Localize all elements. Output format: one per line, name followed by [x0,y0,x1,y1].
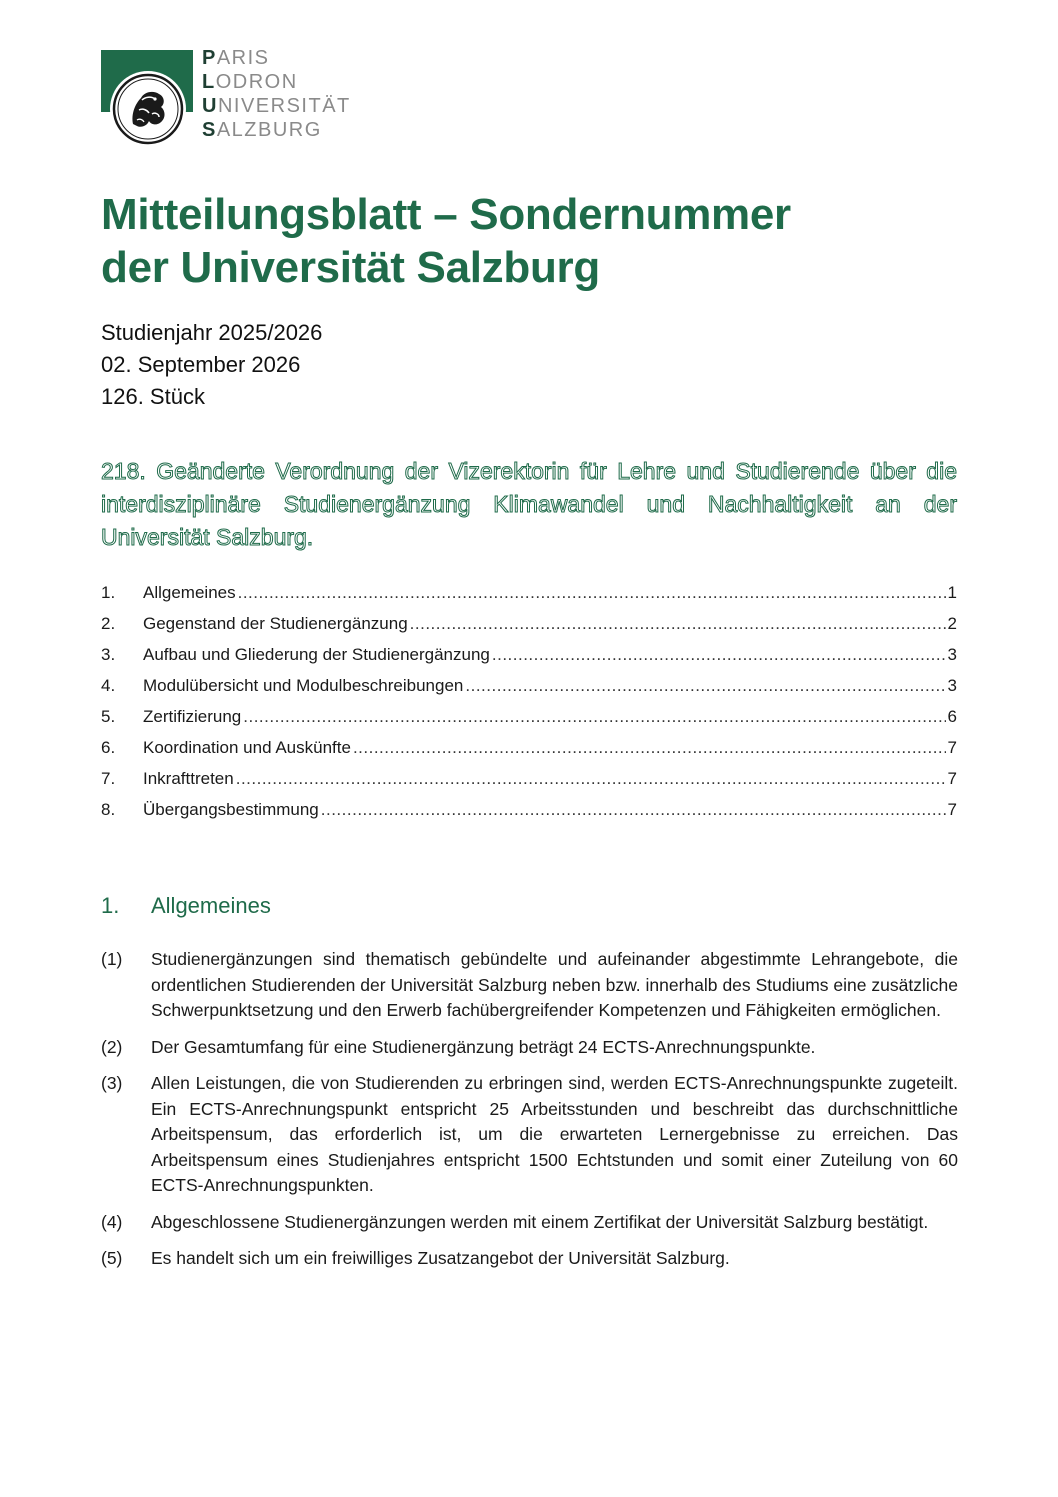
toc-label: Aufbau und Gliederung der Studienergänzung [143,645,490,664]
toc-leader [492,645,946,665]
paragraph [101,1210,958,1236]
logo-line-paris: PARIS [202,47,270,69]
toc-page: 6 [947,707,957,726]
toc-entry[interactable]: 3. Aufbau und Gliederung der Studienergänzung ..... 3 [101,645,957,676]
toc-leader [238,583,946,603]
toc-page: 3 [947,645,957,664]
section-body [101,947,958,1283]
paragraph [101,947,958,1024]
section-title: Allgemeines [151,893,271,918]
toc-label: Zertifizierung [143,707,242,726]
university-logo [101,47,361,150]
section-heading [101,893,271,919]
toc-page: 2 [947,614,957,633]
paragraph-text: Studienergänzungen sind thematisch gebündelte und aufeinander abgestimmte Lehrangebote, die ordentlichen Studierenden der Universität Salzburg neben bzw. innerhalb des Studiums eine zusätzliche Schwerpunktsetzung und den Erwerb fachübergreifender Kompetenzen und Fähigkeiten ermöglichen. [151,949,958,1020]
paragraph [101,1071,958,1199]
toc-page: 1 [947,583,957,602]
document-title [101,188,981,294]
section-number: 1. [101,893,120,918]
toc-label: Allgemeines [143,583,236,602]
paragraph-number: (3) [101,1073,123,1093]
toc-leader [236,769,946,789]
logo-wordmark [202,46,351,142]
toc-leader [321,800,946,820]
toc-leader [410,614,946,634]
toc-label: Gegenstand der Studienergänzung [143,614,408,633]
toc-label: Koordination und Auskünfte [143,738,351,757]
toc-entry[interactable]: 7. Inkrafttreten ..... 7 [101,769,957,800]
paragraph-number: (4) [101,1211,123,1232]
paragraph-text: Abgeschlossene Studienergänzungen werden mit einem Zertifikat der Universität Salzburg bestätigt. [151,1211,929,1232]
issue-piece: 126. Stück [101,384,205,409]
paragraph [101,1035,958,1061]
toc-label: Inkrafttreten [143,769,234,788]
paragraph-number: (2) [101,1036,123,1057]
toc-page: 7 [947,738,957,757]
toc-page: 7 [947,800,957,819]
toc-entry[interactable]: 4. Modulübersicht und Modulbeschreibungen ..... 3 [101,676,957,707]
regulation-heading: 218. Geänderte Verordnung der Vizerektorin für Lehre und Studierende über die interdisziplinäre Studienergänzung Klimawandel und Nachhaltigkeit an der Universität Salzburg. [101,458,957,550]
toc-page: 3 [947,676,957,695]
toc-page: 7 [947,769,957,788]
toc-label: Modulübersicht und Modulbeschreibungen [143,676,464,695]
toc-leader [243,707,945,727]
paragraph-text: Der Gesamtumfang für eine Studienergänzung beträgt 24 ECTS-Anrechnungspunkte. [151,1036,816,1057]
toc-entry[interactable]: 1. Allgemeines ..... 1 [101,583,957,614]
toc-entry[interactable]: 5. Zertifizierung ..... 6 [101,707,957,738]
paragraph [101,1246,958,1272]
toc-leader [465,676,945,696]
table-of-contents [101,583,957,831]
paragraph-number: (1) [101,949,123,969]
issue-date: 02. September 2026 [101,352,301,377]
academic-year: Studienjahr 2025/2026 [101,320,323,345]
toc-entry[interactable]: 6. Koordination und Auskünfte ..... 7 [101,738,957,769]
toc-entry[interactable]: 8. Übergangsbestimmung ..... 7 [101,800,957,831]
lion-seal-icon [109,70,187,148]
logo-line-salzburg: SALZBURG [202,119,322,141]
toc-label: Übergangsbestimmung [143,800,319,819]
toc-entry[interactable]: 2. Gegenstand der Studienergänzung ..... 2 [101,614,957,645]
title-line-2: der Universität Salzburg [101,243,600,292]
toc-leader [353,738,946,758]
logo-line-lodron: LODRON [202,71,298,93]
logo-line-universitaet: UNIVERSITÄT [202,95,351,117]
issue-meta [101,317,322,413]
paragraph-text: Allen Leistungen, die von Studierenden zu erbringen sind, werden ECTS-Anrechnungspunkte zugeteilt. Ein ECTS-Anrechnungspunkt entspricht 25 Arbeitsstunden und beschreibt das durchschnittliche Arbeitspensum, das erforderlich ist, um die erwarteten Lernergebnisse zu erreichen. Das Arbeitspensum eines Studienjahres entspricht 1500 Echtstunden und somit einer Zuteilung von 60 ECTS-Anrechnungspunkten. [151,1073,958,1195]
paragraph-number: (5) [101,1248,123,1268]
paragraph-text: Es handelt sich um ein freiwilliges Zusatzangebot der Universität Salzburg. [151,1248,730,1268]
title-line-1: Mitteilungsblatt – Sondernummer [101,190,791,239]
